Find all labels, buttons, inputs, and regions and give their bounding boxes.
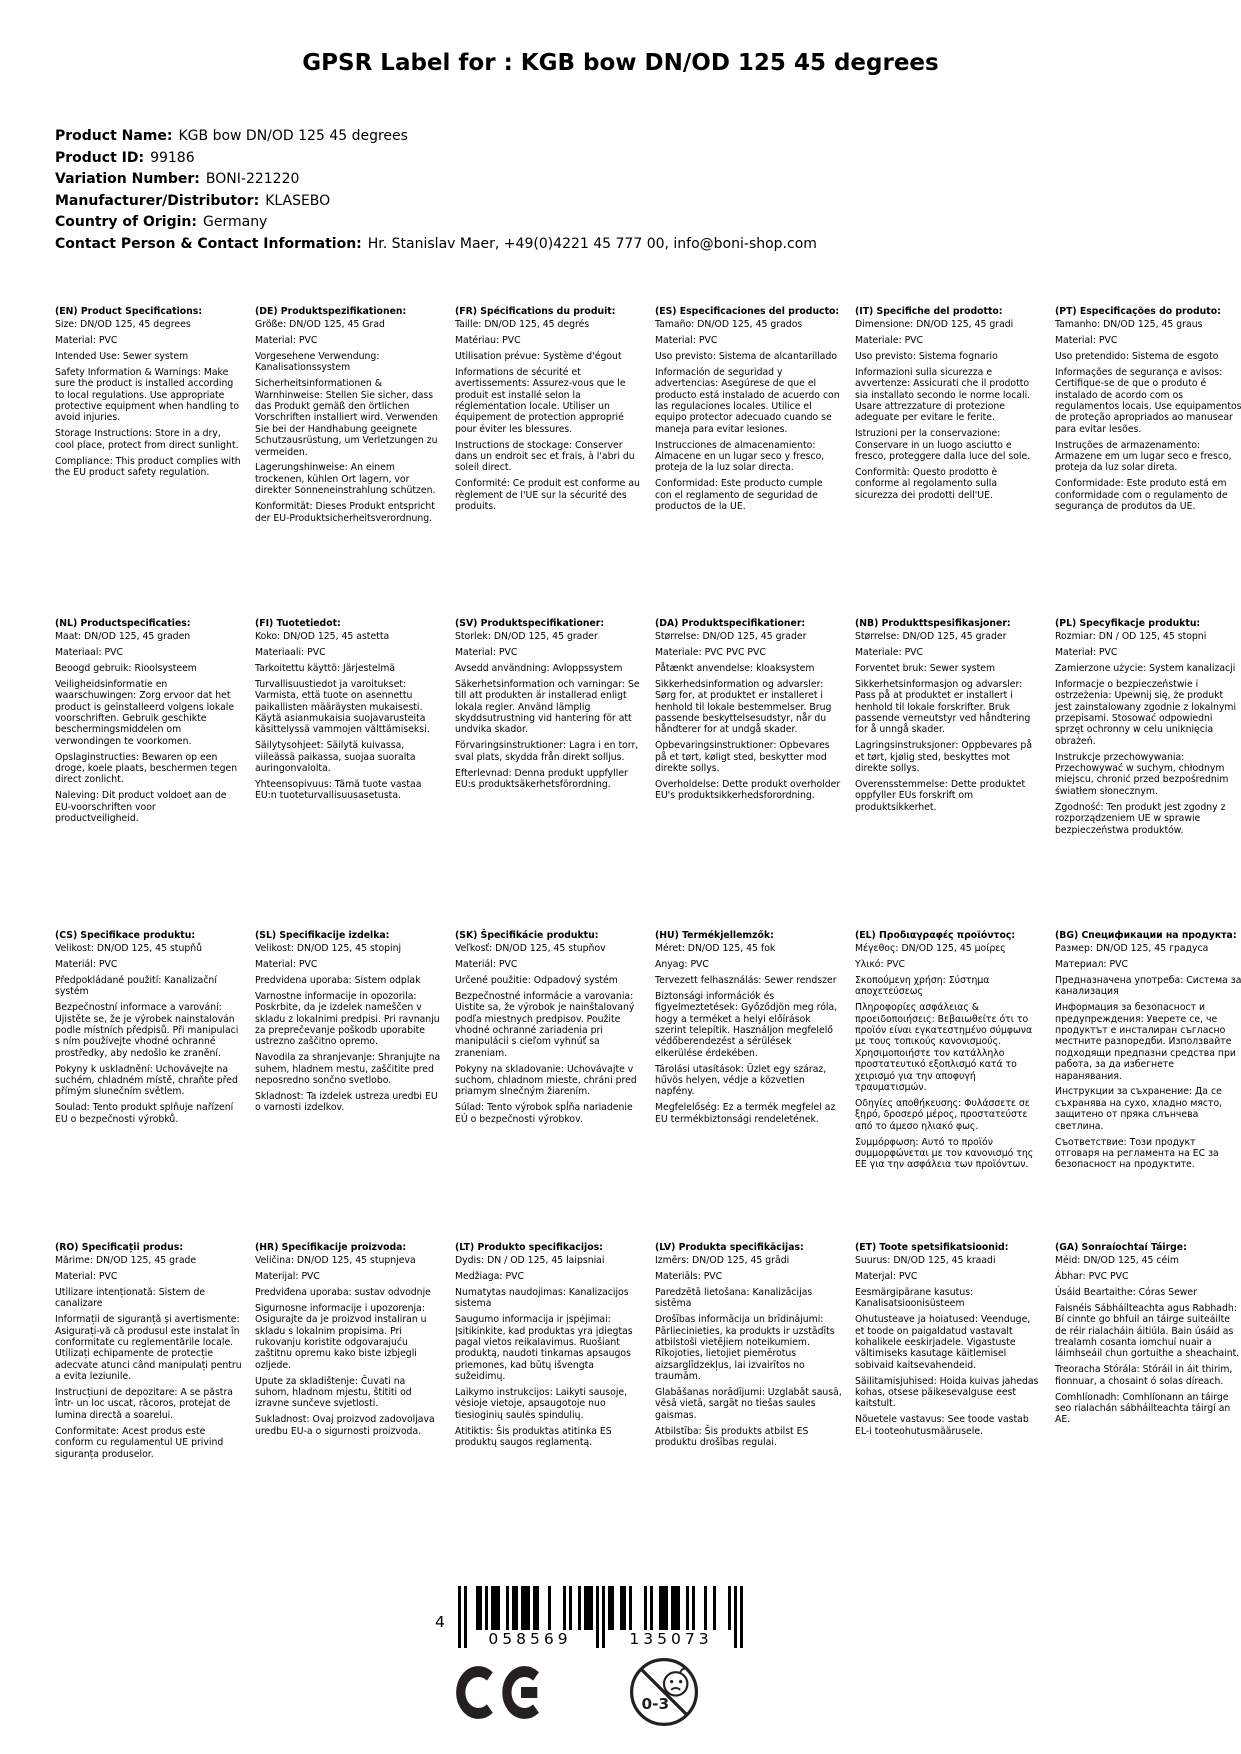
language-spec-paragraphs xyxy=(55,319,242,478)
language-spec-block xyxy=(655,306,842,618)
language-spec-header: (SV) Produktspecifikationer: xyxy=(455,618,605,629)
spec-paragraph: Beoogd gebruik: Rioolsysteem xyxy=(55,662,197,674)
spec-paragraph: Nõuetele vastavus: See toode vastab EL-i tooteohutusmäärusele. xyxy=(855,1414,1029,1437)
spec-paragraph: Storage Instructions: Store in a dry, cool place, protect from direct sunlight. xyxy=(55,428,239,451)
ean13-barcode xyxy=(435,1586,743,1650)
language-spec-header: (SK) Špecifikácie produktu: xyxy=(455,930,599,941)
language-spec-block xyxy=(455,1242,642,1554)
spec-paragraph: Varnostne informacije in opozorila: Poskrbite, da je izdelek nameščen v skladu z lokalnimi predpisi. Pri ravnanju za preprečevanje poškodb uporabite ustrezno zaščitno opremo. xyxy=(255,990,440,1048)
spec-paragraph: Påtænkt anvendelse: kloaksystem xyxy=(655,662,815,674)
spec-paragraph: Atbilstība: Šis produkts atbilst ES produktu drošības regulai. xyxy=(655,1425,809,1449)
language-spec-paragraphs xyxy=(655,1255,842,1449)
spec-paragraph: Utilisation prévue: Système d'égout xyxy=(455,350,622,362)
spec-paragraph: Informații de siguranță și avertismente: Asigurați-vă că produsul este instalat în conformitate cu reglementările locale. Utilizați echipamente de protecție adecvate atunci când manipulați pentru a evita leziunile. xyxy=(55,1314,242,1383)
spec-paragraph: Materiale: PVC xyxy=(855,646,924,658)
manufacturer-value: KLASEBO xyxy=(265,192,331,209)
spec-paragraph: Velikost: DN/OD 125, 45 stupňů xyxy=(55,943,203,954)
spec-paragraph: Съответствие: Този продукт отговаря на регламента на ЕС за безопасност на продуктите. xyxy=(1055,1136,1219,1171)
spec-paragraph: Uso pretendido: Sistema de esgoto xyxy=(1055,350,1219,362)
spec-paragraph: Material: PVC xyxy=(55,1270,118,1282)
spec-paragraph: Predvidena uporaba: Sistem odplak xyxy=(255,974,421,986)
spec-paragraph: Bezpečnostné informácie a varovania: Uistite sa, že výrobok je nainštalovaný podľa miestnych predpisov. Použite vhodné ochranné zariadenia pri manipulácii s cieľom vyhnúť sa zraneniam. xyxy=(455,990,635,1059)
language-spec-paragraphs xyxy=(55,1255,242,1460)
spec-paragraph: Konformität: Dieses Produkt entspricht der EU-Produktsicherheitsverordnung. xyxy=(255,501,435,524)
spec-paragraph: Säilytysohjeet: Säilytä kuivassa, viileässä paikassa, suojaa suoralta auringonvalolta. xyxy=(255,740,416,775)
contact-value: Hr. Stanislav Maer, +49(0)4221 45 777 00, info@boni-shop.com xyxy=(367,235,817,252)
language-spec-block xyxy=(255,1242,442,1554)
spec-paragraph: Material: PVC xyxy=(655,334,718,346)
language-spec-paragraphs xyxy=(255,319,442,524)
spec-paragraph: Tarkoitettu käyttö: Järjestelmä xyxy=(255,662,396,674)
spec-paragraph: Materiaal: PVC xyxy=(55,646,124,658)
language-spec-header: (FR) Spécifications du produit: xyxy=(455,306,616,317)
spec-paragraph: Informazioni sulla sicurezza e avvertenze: Assicurati che il prodotto sia installato secondo le norme locali. Usare attrezzature di protezione adeguate per evitare le ferite. xyxy=(855,366,1031,424)
language-spec-header: (BG) Спецификации на продукта: xyxy=(1055,930,1237,941)
spec-paragraph: Sicherheitsinformationen & Warnhinweise: Stellen Sie sicher, dass das Produkt gemäß den örtlichen Vorschriften installiert wird. Verwenden Sie bei der Handhabung geeignete Schutzausrüstung, um Verletzungen zu vermeiden. xyxy=(255,378,438,458)
spec-paragraph: Materiál: PVC xyxy=(55,958,118,970)
language-spec-paragraphs xyxy=(855,1255,1042,1437)
spec-paragraph: Förvaringsinstruktioner: Lagra i en torr, sval plats, skydda från direkt solljus. xyxy=(455,740,639,763)
spec-paragraph: Størrelse: DN/OD 125, 45 grader xyxy=(855,631,1007,642)
spec-paragraph: Lagringsinstruksjoner: Oppbevares på et tørt, kjølig sted, beskyttes mot direkte sollys. xyxy=(855,740,1033,775)
variation-number-label: Variation Number: xyxy=(55,171,200,187)
language-spec-header: (HU) Termékjellemzők: xyxy=(655,930,774,941)
spec-paragraph: Συμμόρφωση: Αυτό το προϊόν συμμορφώνεται με τον κανονισμό της ΕΕ για την ασφάλεια των προϊόντων. xyxy=(855,1136,1034,1171)
language-spec-block xyxy=(255,306,442,618)
spec-paragraph: Material: PVC xyxy=(455,646,518,658)
spec-paragraph: Biztonsági információk és figyelmeztetések: Győződjön meg róla, hogy a terméket a helyi előírások szerint telepítik. Használjon megfelelő védőberendezést a sérülések elkerülése érdekében. xyxy=(655,990,838,1059)
spec-paragraph: Tervezett felhasználás: Sewer rendszer xyxy=(655,974,837,986)
language-spec-paragraphs xyxy=(655,943,842,1125)
language-spec-header: (GA) Sonraíochtaí Táirge: xyxy=(1055,1242,1187,1253)
spec-paragraph: Säilitamisjuhised: Hoida kuivas jahedas kohas, otsese päikesevalguse eest kaitstult. xyxy=(855,1375,1039,1410)
language-spec-paragraphs xyxy=(655,319,842,513)
contact-label: Contact Person & Contact Information: xyxy=(55,235,362,252)
language-spec-header: (IT) Specifiche del prodotto: xyxy=(855,306,1003,317)
language-spec-paragraphs xyxy=(855,943,1042,1171)
page-title: GPSR Label for : KGB bow DN/OD 125 45 degrees xyxy=(302,50,939,76)
spec-paragraph: Utilizare intenționată: Sistem de canalizare xyxy=(55,1286,206,1310)
spec-paragraph: Glabāšanas norādījumi: Uzglabāt sausā, vēsā vietā, sargāt no tiešas saules gaismas. xyxy=(655,1387,842,1421)
spec-paragraph: Informacje o bezpieczeństwie i ostrzeżenia: Upewnij się, że produkt jest zainstalowany zgodnie z lokalnymi przepisami. Stosować odpowiedni sprzęt ochronny w celu uniknięcia obrażeń. xyxy=(1055,678,1237,747)
spec-paragraph: Suurus: DN/OD 125, 45 kraadi xyxy=(855,1255,996,1266)
spec-paragraph: Σκοπούμενη χρήση: Σύστημα αποχετεύσεως xyxy=(855,974,990,998)
spec-paragraph: Opbevaringsinstruktioner: Opbevares på et tørt, køligt sted, beskytter mod direkte sollys. xyxy=(655,740,830,775)
spec-paragraph: Tamanho: DN/OD 125, 45 graus xyxy=(1055,319,1203,330)
spec-paragraph: Size: DN/OD 125, 45 degrees xyxy=(55,319,191,330)
language-spec-block xyxy=(55,930,242,1242)
spec-paragraph: Comhlíonadh: Comhlíonann an táirge seo rialachán sábháilteachta táirgí an AE. xyxy=(1055,1391,1231,1426)
language-spec-header: (LT) Produkto specifikacijos: xyxy=(455,1242,603,1253)
manufacturer-label: Manufacturer/Distributor: xyxy=(55,192,260,209)
language-spec-paragraphs xyxy=(455,319,642,513)
spec-paragraph: Materiāls: PVC xyxy=(655,1270,723,1282)
spec-paragraph: Conformité: Ce produit est conforme au règlement de l'UE sur la sécurité des produits. xyxy=(455,478,640,513)
language-spec-block xyxy=(255,618,442,930)
language-spec-header: (FI) Tuotetiedot: xyxy=(255,618,341,629)
country-of-origin-label: Country of Origin: xyxy=(55,214,197,230)
language-spec-block xyxy=(55,1242,242,1554)
ce-mark-icon xyxy=(455,1664,543,1721)
spec-paragraph: Méid: DN/OD 125, 45 céim xyxy=(1055,1255,1179,1266)
language-spec-header: (PL) Specyfikacje produktu: xyxy=(1055,618,1201,629)
product-info-row xyxy=(55,234,817,256)
spec-paragraph: Navodila za shranjevanje: Shranjujte na suhem, hladnem mestu, zaščitite pred neposredno sončno svetlobo. xyxy=(255,1052,441,1087)
spec-paragraph: Megfelelőség: Ez a termék megfelel az EU termékbiztonsági rendeletének. xyxy=(655,1102,836,1125)
spec-paragraph: Zgodność: Ten produkt jest zgodny z rozporządzeniem UE w sprawie bezpieczeństwa produktów. xyxy=(1055,801,1226,836)
spec-paragraph: Veličina: DN/OD 125, 45 stupnjeva xyxy=(255,1255,416,1266)
spec-paragraph: Οδηγίες αποθήκευσης: Φυλάσσετε σε ξηρό, δροσερό μέρος, προστατεύστε από το άμεσο ηλιακό φως. xyxy=(855,1097,1030,1132)
spec-paragraph: Storlek: DN/OD 125, 45 grader xyxy=(455,631,598,642)
spec-paragraph: Treoracha Stórála: Stóráil in áit thirim, fionnuar, a chosaint ó solas díreach. xyxy=(1055,1364,1233,1387)
barcode-digits-left: 058569 xyxy=(467,1630,593,1649)
spec-paragraph: Faisnéis Sábháilteachta agus Rabhadh: Bí cinnte go bhfuil an táirge suiteáilte de réir rialacháin áitiúla. Bain úsáid as trealamh cosanta iomchuí nuair a láimhseáil chun gortuithe a sheachaint. xyxy=(1055,1302,1240,1360)
language-spec-header: (ES) Especificaciones del producto: xyxy=(655,306,840,317)
spec-paragraph: Istruzioni per la conservazione: Conservare in un luogo asciutto e fresco, proteggere dalla luce del sole. xyxy=(855,428,1031,463)
spec-paragraph: Ábhar: PVC PVC xyxy=(1055,1270,1129,1282)
spec-paragraph: Izmērs: DN/OD 125, 45 grādi xyxy=(655,1255,790,1266)
age-warning-0-3-icon xyxy=(628,1656,700,1728)
product-info-row xyxy=(55,148,817,170)
spec-paragraph: Material: PVC xyxy=(55,334,118,346)
spec-paragraph: Koko: DN/OD 125, 45 astetta xyxy=(255,631,390,642)
spec-paragraph: Atitiktis: Šis produktas atitinka ES produktų saugos reglamentą. xyxy=(455,1425,612,1449)
language-spec-paragraphs xyxy=(455,631,642,790)
spec-paragraph: Materiaali: PVC xyxy=(255,646,326,658)
spec-paragraph: Instrucțiuni de depozitare: A se păstra într- un loc uscat, răcoros, protejat de lumina directă a soarelui. xyxy=(55,1387,233,1421)
spec-paragraph: Safety Information & Warnings: Make sure the product is installed according to local regulations. Use appropriate protective equipment when handling to avoid injuries. xyxy=(55,366,240,424)
language-spec-header: (EN) Product Specifications: xyxy=(55,306,203,317)
spec-paragraph: Dydis: DN / OD 125, 45 laipsniai xyxy=(455,1255,605,1266)
language-spec-header: (SL) Specifikacije izdelka: xyxy=(255,930,390,941)
language-grid xyxy=(55,306,1241,1554)
spec-paragraph: Veiligheidsinformatie en waarschuwingen: Zorg ervoor dat het product is geïnstalleerd volgens lokale voorschriften. Gebruik geschikte beschermingsmiddelen om verwondingen te voorkomen. xyxy=(55,678,235,747)
spec-paragraph: Informations de sécurité et avertissements: Assurez-vous que le produit est installé selon la réglementation locale. Utiliser un équipement de protection approprié pour éviter les blessures. xyxy=(455,366,626,435)
spec-paragraph: Naleving: Dit product voldoet aan de EU-voorschriften voor productveiligheid. xyxy=(55,790,227,825)
spec-paragraph: Größe: DN/OD 125, 45 Grad xyxy=(255,319,385,330)
language-spec-paragraphs xyxy=(855,319,1042,501)
spec-paragraph: Material: PVC xyxy=(255,334,318,346)
spec-paragraph: Turvallisuustiedot ja varoitukset: Varmista, että tuote on asennettu paikallisten määräysten mukaisesti. Käytä asianmukaisia suojavarusteita käsittelyssä vammojen välttämiseksi. xyxy=(255,678,430,736)
spec-paragraph: Veľkosť: DN/OD 125, 45 stupňov xyxy=(455,943,606,954)
spec-paragraph: Lagerungshinweise: An einem trockenen, kühlen Ort lagern, vor direkter Sonneneinstrahlung schützen. xyxy=(255,462,436,497)
language-spec-header: (NB) Produkttspesifikasjoner: xyxy=(855,618,1011,629)
spec-paragraph: Dimensione: DN/OD 125, 45 gradi xyxy=(855,319,1014,330)
spec-paragraph: Ohutusteave ja hoiatused: Veenduge, et toode on paigaldatud vastavalt kohalikele eeskirjadele. Vigastuste vältimiseks kasutage käitlemisel sobivaid kaitsevahendeid. xyxy=(855,1314,1031,1371)
product-id-value: 99186 xyxy=(150,149,195,166)
language-spec-header: (EL) Προδιαγραφές προϊόντος: xyxy=(855,930,1016,941)
spec-paragraph: Material: PVC xyxy=(255,958,318,970)
spec-paragraph: Conformidade: Este produto está em conformidade com o regulamento de segurança de produtos da UE. xyxy=(1055,478,1228,513)
spec-paragraph: Информация за безопасност и предупреждения: Уверете се, че продуктът е инсталиран съгласно местните разпоредби. Използвайте подходящи предпазни средства при работа, за да избегнете наранявания. xyxy=(1055,1002,1236,1082)
country-of-origin-value: Germany xyxy=(203,214,268,230)
language-spec-block xyxy=(855,930,1042,1242)
spec-paragraph: Overensstemmelse: Dette produktet oppfyller EUs forskrift om produktsikkerhet. xyxy=(855,778,1026,813)
spec-paragraph: Matériau: PVC xyxy=(455,334,521,346)
spec-paragraph: Medžiaga: PVC xyxy=(455,1270,524,1282)
spec-paragraph: Instructions de stockage: Conserver dans un endroit sec et frais, à l'abri du soleil direct. xyxy=(455,439,635,474)
spec-paragraph: Opslaginstructies: Bewaren op een droge, koele plaats, beschermen tegen direct zonlicht. xyxy=(55,751,238,786)
language-spec-paragraphs xyxy=(455,943,642,1125)
spec-paragraph: Informações de segurança e avisos: Certifique-se de que o produto é instalado de acordo com os regulamentos locais. Use equipamentos de proteção apropriados ao manusear para evitar lesões. xyxy=(1055,366,1241,435)
spec-paragraph: Uso previsto: Sistema fognario xyxy=(855,350,998,362)
spec-paragraph: Säkerhetsinformation och varningar: Se till att produkten är installerad enligt lokala regler. Använd lämplig skyddsutrustning vid hantering för att undvika skador. xyxy=(455,678,640,736)
spec-paragraph: Intended Use: Sewer system xyxy=(55,350,189,362)
spec-paragraph: Materiał: PVC xyxy=(1055,646,1118,658)
language-spec-block xyxy=(855,306,1042,618)
language-spec-header: (NL) Productspecificaties: xyxy=(55,618,191,629)
language-spec-block xyxy=(655,1242,842,1554)
spec-paragraph: Taille: DN/OD 125, 45 degrés xyxy=(455,319,590,330)
spec-paragraph: Velikost: DN/OD 125, 45 stopinj xyxy=(255,943,402,954)
spec-paragraph: Tárolási utasítások: Üzlet egy száraz, hűvös helyen, védje a közvetlen napfény. xyxy=(655,1063,827,1098)
spec-paragraph: Instrukcje przechowywania: Przechowywać w suchym, chłodnym miejscu, chronić przed bezpośrednim światłem słonecznym. xyxy=(1055,751,1229,797)
spec-paragraph: Avsedd användning: Avloppssystem xyxy=(455,662,623,674)
spec-paragraph: Sikkerhetsinformasjon og advarsler: Pass på at produktet er installert i henhold til lokale forskrifter. Bruk passende verneutstyr ved håndtering for å unngå skader. xyxy=(855,678,1031,736)
spec-paragraph: Инструкции за съхранение: Да се съхранява на сухо, хладно място, защитено от пряка слънчева светлина. xyxy=(1055,1086,1223,1132)
spec-paragraph: Bezpečnostní informace a varování: Ujistěte se, že je výrobek nainstalován podle místních předpisů. Při manipulaci s ním používejte vhodné ochranné prostředky, aby nedošlo ke zranění. xyxy=(55,1002,239,1059)
product-name-value: KGB bow DN/OD 125 45 degrees xyxy=(178,128,408,144)
language-spec-paragraphs xyxy=(655,631,842,802)
language-spec-paragraphs xyxy=(255,631,442,802)
language-spec-block xyxy=(1055,930,1241,1242)
spec-paragraph: Instrucciones de almacenamiento: Almacene en un lugar seco y fresco, proteja de la luz solar directa. xyxy=(655,439,825,474)
language-spec-paragraphs xyxy=(255,1255,442,1437)
spec-paragraph: Materjal: PVC xyxy=(855,1270,918,1282)
language-spec-block xyxy=(455,618,642,930)
language-spec-block xyxy=(455,930,642,1242)
spec-paragraph: Tamaño: DN/OD 125, 45 grados xyxy=(655,319,803,330)
language-spec-block xyxy=(455,306,642,618)
spec-paragraph: Predviđena uporaba: sustav odvodnje xyxy=(255,1286,431,1298)
language-spec-header: (CS) Specifikace produktu: xyxy=(55,930,196,941)
spec-paragraph: Skladnost: Ta izdelek ustreza uredbi EU o varnosti izdelkov. xyxy=(255,1090,438,1114)
spec-paragraph: Material: PVC xyxy=(1055,334,1118,346)
product-info-row xyxy=(55,169,817,191)
language-spec-paragraphs xyxy=(1055,631,1241,836)
spec-paragraph: Conformidad: Este producto cumple con el reglamento de seguridad de productos de la UE. xyxy=(655,478,823,513)
language-spec-header: (PT) Especificações do produto: xyxy=(1055,306,1221,317)
language-spec-block xyxy=(655,930,842,1242)
spec-paragraph: Maat: DN/OD 125, 45 graden xyxy=(55,631,191,642)
language-spec-paragraphs xyxy=(55,631,242,825)
variation-number-value: BONI-221220 xyxy=(205,171,300,187)
spec-paragraph: Předpokládané použití: Kanalizační systém xyxy=(55,974,217,998)
spec-paragraph: Eesmärgipärane kasutus: Kanalisatsioonisüsteem xyxy=(855,1286,974,1310)
spec-paragraph: Materiale: PVC xyxy=(855,334,924,346)
spec-paragraph: Numatytas naudojimas: Kanalizacijos sistema xyxy=(455,1286,629,1310)
spec-paragraph: Uso previsto: Sistema de alcantarillado xyxy=(655,350,838,362)
spec-paragraph: Sukladnost: Ovaj proizvod zadovoljava uredbu EU-a o sigurnosti proizvoda. xyxy=(255,1414,435,1437)
barcode-first-digit: 4 xyxy=(435,1613,445,1631)
spec-paragraph: Μέγεθος: DN/OD 125, 45 μοίρες xyxy=(855,943,1006,954)
spec-paragraph: Instruções de armazenamento: Armazene em um lugar seco e fresco, proteja da luz solar direta. xyxy=(1055,439,1232,474)
spec-paragraph: Paredzētā lietošana: Kanalizācijas sistēma xyxy=(655,1286,813,1310)
spec-paragraph: Drošības informācija un brīdinājumi: Pārliecinieties, ka produkts ir uzstādīts atbilstoši vietējiem noteikumiem. Rīkojoties, lietojiet piemērotus aizsarglīdzekļus, lai izvairītos no traumām. xyxy=(655,1314,835,1383)
language-spec-header: (LV) Produkta specifikācijas: xyxy=(655,1242,804,1253)
language-spec-block xyxy=(1055,306,1241,618)
spec-paragraph: Určené použitie: Odpadový systém xyxy=(455,974,618,986)
spec-paragraph: Pokyny k uskladnění: Uchovávejte na suchém, chladném místě, chraňte před přímým slunečním světlem. xyxy=(55,1063,238,1098)
spec-paragraph: Materiál: PVC xyxy=(455,958,518,970)
spec-paragraph: Anyag: PVC xyxy=(655,958,709,970)
spec-paragraph: Forventet bruk: Sewer system xyxy=(855,662,996,674)
language-spec-header: (HR) Specifikacije proizvoda: xyxy=(255,1242,407,1253)
spec-paragraph: Rozmiar: DN / OD 125, 45 stopni xyxy=(1055,631,1207,642)
spec-paragraph: Conformitate: Acest produs este conform cu regulamentul UE privind siguranța produselor. xyxy=(55,1425,224,1460)
language-spec-paragraphs xyxy=(55,943,242,1125)
product-info-row xyxy=(55,191,817,213)
language-spec-block xyxy=(655,618,842,930)
language-spec-block xyxy=(855,1242,1042,1554)
language-spec-block xyxy=(1055,618,1241,930)
language-spec-block xyxy=(55,306,242,618)
spec-paragraph: Upute za skladištenje: Čuvati na suhom, hladnom mjestu, štititi od izravne sunčeve svjetlosti. xyxy=(255,1375,412,1410)
language-spec-block xyxy=(1055,1242,1241,1554)
age-warning-text: 0-3 xyxy=(641,1695,670,1714)
spec-paragraph: Sikkerhedsinformation og advarsler: Sørg for, at produktet er installeret i henhold til lokale bestemmelser. Brug passende beskyttelsesudstyr, når du håndterer for at undgå skader. xyxy=(655,678,832,736)
spec-paragraph: Materijal: PVC xyxy=(255,1270,320,1282)
language-spec-block xyxy=(855,618,1042,930)
spec-paragraph: Conformità: Questo prodotto è conforme al regolamento sulla sicurezza dei prodotti dell'UE. xyxy=(855,466,998,501)
spec-paragraph: Størrelse: DN/OD 125, 45 grader xyxy=(655,631,807,642)
spec-paragraph: Overholdelse: Dette produkt overholder EU's produktsikkerhedsforordning. xyxy=(655,778,841,802)
product-id-label: Product ID: xyxy=(55,149,145,166)
product-info-block xyxy=(55,126,817,255)
spec-paragraph: Материал: PVC xyxy=(1055,958,1128,970)
language-spec-paragraphs xyxy=(1055,319,1241,513)
product-name-label: Product Name: xyxy=(55,128,173,144)
spec-paragraph: Información de seguridad y advertencias: Asegúrese de que el producto está instalado de acuerdo con las regulaciones locales. Utilice el equipo protector adecuado cuando se maneja para evitar lesiones. xyxy=(655,366,840,435)
language-spec-header: (DA) Produktspecifikationer: xyxy=(655,618,806,629)
spec-paragraph: Размер: DN/OD 125, 45 градуса xyxy=(1055,943,1209,954)
spec-paragraph: Vorgesehene Verwendung: Kanalisationssystem xyxy=(255,350,380,374)
spec-paragraph: Mărime: DN/OD 125, 45 grade xyxy=(55,1255,197,1266)
spec-paragraph: Compliance: This product complies with the EU product safety regulation. xyxy=(55,455,241,478)
spec-paragraph: Sigurnosne informacije i upozorenja: Osigurajte da je proizvod instaliran u skladu s lokalnim propisima. Pri rukovanju koristite odgovarajuću zaštitnu opremu kako biste izbjegli ozljede. xyxy=(255,1302,427,1371)
language-spec-paragraphs xyxy=(855,631,1042,813)
spec-paragraph: Yhteensopivuus: Tämä tuote vastaa EU:n tuoteturvallisuusasetusta. xyxy=(255,778,422,802)
language-spec-block xyxy=(255,930,442,1242)
language-spec-paragraphs xyxy=(1055,1255,1241,1426)
spec-paragraph: Laikymo instrukcijos: Laikyti sausoje, vėsioje vietoje, apsaugotoje nuo tiesioginių saulės spindulių. xyxy=(455,1387,628,1421)
language-spec-header: (ET) Toote spetsifikatsioonid: xyxy=(855,1242,1009,1253)
language-spec-header: (RO) Specificații produs: xyxy=(55,1242,184,1253)
spec-paragraph: Soulad: Tento produkt splňuje nařízení EU o bezpečnosti výrobků. xyxy=(55,1102,234,1125)
product-info-row xyxy=(55,212,817,234)
language-spec-paragraphs xyxy=(1055,943,1241,1171)
spec-paragraph: Materiale: PVC PVC PVC xyxy=(655,646,766,658)
spec-paragraph: Méret: DN/OD 125, 45 fok xyxy=(655,943,776,954)
language-spec-block xyxy=(55,618,242,930)
language-spec-paragraphs xyxy=(255,943,442,1114)
product-info-row xyxy=(55,126,817,148)
barcode-digits-right: 135073 xyxy=(608,1630,734,1649)
language-spec-paragraphs xyxy=(455,1255,642,1449)
spec-paragraph: Υλικό: PVC xyxy=(855,958,906,970)
spec-paragraph: Efterlevnad: Denna produkt uppfyller EU:s produktsäkerhetsförordning. xyxy=(455,767,628,790)
spec-paragraph: Πληροφορίες ασφάλειας & προειδοποιήσεις: Βεβαιωθείτε ότι το προϊόν είναι εγκατεστημένο σύμφωνα με τους τοπικούς κανονισμούς. Χρησιμοποιήστε τον κατάλληλο προστατευτικό εξοπλισμό κατά το χειρισμό για την αποφυγή τραυματισμών. xyxy=(855,1002,1033,1093)
spec-paragraph: Súlad: Tento výrobok spĺňa nariadenie EÚ o bezpečnosti výrobkov. xyxy=(455,1102,633,1125)
spec-paragraph: Pokyny na skladovanie: Uchovávajte v suchom, chladnom mieste, chráni pred priamym slnečným žiarením. xyxy=(455,1063,637,1098)
spec-paragraph: Saugumo informacija ir įspėjimai: Įsitikinkite, kad produktas yra įdiegtas pagal vietos reikalavimus. Ruošiant produktą, naudoti tinkamas apsaugos priemones, kad būtų išvengta sužeidimų. xyxy=(455,1314,633,1383)
spec-paragraph: Zamierzone użycie: System kanalizacji xyxy=(1055,662,1236,674)
language-spec-header: (DE) Produktspezifikationen: xyxy=(255,306,407,317)
spec-paragraph: Предназначена употреба: Система за канализация xyxy=(1055,974,1241,998)
spec-paragraph: Úsáid Beartaithe: Córas Sewer xyxy=(1055,1286,1197,1298)
